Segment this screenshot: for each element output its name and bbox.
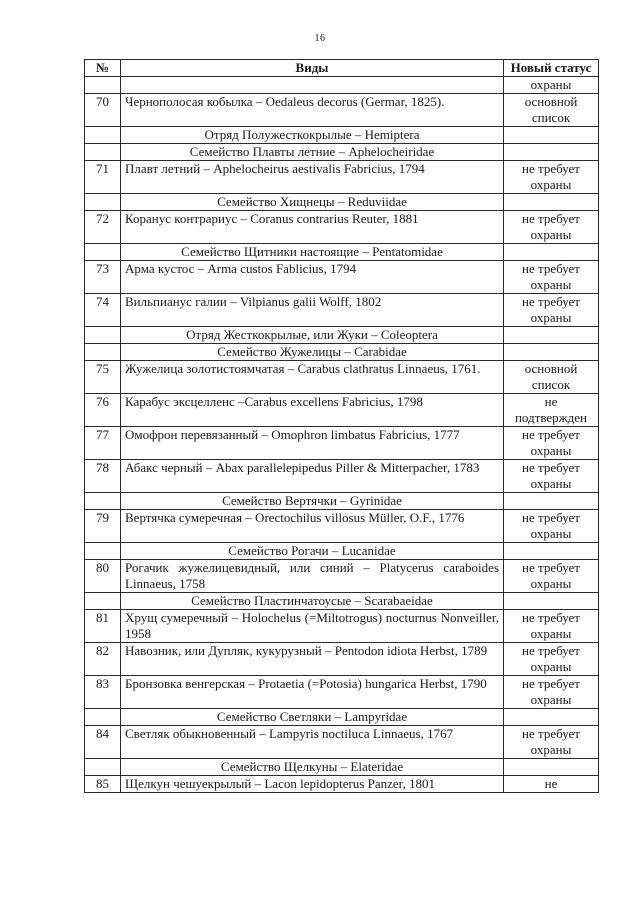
species-name: Жужелица золотистоямчатая – Carabus clathratus Linnaeus, 1761. xyxy=(121,361,504,394)
status-value: не требует охраны xyxy=(504,294,599,327)
row-number: 79 xyxy=(85,510,121,543)
table-group-row xyxy=(85,244,599,261)
group-number-cell xyxy=(85,144,121,161)
species-name: Бронзовка венгерская – Protaetia (=Potosia) hungarica Herbst, 1790 xyxy=(121,676,504,709)
status-value: не требует охраны xyxy=(504,261,599,294)
header-new-status: Новый статус xyxy=(504,60,599,77)
table-row xyxy=(85,610,599,643)
group-number-cell xyxy=(85,244,121,261)
group-status-cell xyxy=(504,194,599,211)
status-value: не требует охраны xyxy=(504,510,599,543)
group-title: Семейство Пластинчатоусые – Scarabaeidae xyxy=(121,593,504,610)
group-status-cell xyxy=(504,127,599,144)
species-name: Хрущ сумеречный – Holochelus (=Miltotrogus) nocturnus Nonveiller, 1958 xyxy=(121,610,504,643)
status-value: основной список xyxy=(504,94,599,127)
group-title: Отряд Жесткокрылые, или Жуки – Coleoptera xyxy=(121,327,504,344)
header-species: Виды xyxy=(121,60,504,77)
table-row xyxy=(85,510,599,543)
species-name: Коранус контрариус – Coranus contrarius Reuter, 1881 xyxy=(121,211,504,244)
status-value: не требует охраны xyxy=(504,643,599,676)
table-group-row xyxy=(85,127,599,144)
group-status-cell xyxy=(504,244,599,261)
table-group-row xyxy=(85,194,599,211)
status-value: не требует охраны xyxy=(504,676,599,709)
species-name: Омофрон перевязанный – Omophron limbatus Fabricius, 1777 xyxy=(121,427,504,460)
row-number: 72 xyxy=(85,211,121,244)
table-group-row xyxy=(85,344,599,361)
status-value: основной список xyxy=(504,361,599,394)
row-number: 80 xyxy=(85,560,121,593)
status-value: не требует охраны xyxy=(504,211,599,244)
table-group-row xyxy=(85,709,599,726)
group-title: Семейство Рогачи – Lucanidae xyxy=(121,543,504,560)
group-number-cell xyxy=(85,709,121,726)
table-row xyxy=(85,361,599,394)
table-group-row xyxy=(85,593,599,610)
table-row xyxy=(85,77,599,94)
group-status-cell xyxy=(504,709,599,726)
row-number: 84 xyxy=(85,726,121,759)
group-status-cell xyxy=(504,327,599,344)
group-number-cell xyxy=(85,344,121,361)
table-row xyxy=(85,676,599,709)
group-number-cell xyxy=(85,543,121,560)
group-title: Семейство Жужелицы – Carabidae xyxy=(121,344,504,361)
page-number: 16 xyxy=(314,33,326,44)
row-number: 77 xyxy=(85,427,121,460)
group-title: Семейство Щитники настоящие – Pentatomidae xyxy=(121,244,504,261)
group-status-cell xyxy=(504,144,599,161)
group-number-cell xyxy=(85,759,121,776)
status-value: не требует охраны xyxy=(504,460,599,493)
table-row xyxy=(85,261,599,294)
row-number: 78 xyxy=(85,460,121,493)
group-number-cell xyxy=(85,194,121,211)
row-number: 75 xyxy=(85,361,121,394)
table-group-row xyxy=(85,543,599,560)
species-name: Чернополосая кобылка – Oedaleus decorus (Germar, 1825). xyxy=(121,94,504,127)
group-number-cell xyxy=(85,327,121,344)
group-status-cell xyxy=(504,759,599,776)
group-title: Семейство Хищнецы – Reduviidae xyxy=(121,194,504,211)
table-row xyxy=(85,161,599,194)
group-status-cell xyxy=(504,543,599,560)
row-number: 76 xyxy=(85,394,121,427)
group-number-cell xyxy=(85,127,121,144)
table-row xyxy=(85,394,599,427)
species-name: Вертячка сумеречная – Orectochilus villosus Müller, O.F., 1776 xyxy=(121,510,504,543)
status-value: не требует охраны xyxy=(504,161,599,194)
status-value: не требует охраны xyxy=(504,726,599,759)
status-value: не требует охраны xyxy=(504,427,599,460)
species-name: Вильпианус галии – Vilpianus galii Wolff, 1802 xyxy=(121,294,504,327)
species-name: Карабус эксцелленс –Carabus excellens Fabricius, 1798 xyxy=(121,394,504,427)
species-name: Арма кустос – Arma custos Fablicius, 1794 xyxy=(121,261,504,294)
row-number: 71 xyxy=(85,161,121,194)
status-value: охраны xyxy=(504,77,599,94)
status-value: не требует охраны xyxy=(504,610,599,643)
group-title: Семейство Светляки – Lampyridae xyxy=(121,709,504,726)
row-number: 70 xyxy=(85,94,121,127)
group-number-cell xyxy=(85,493,121,510)
table-body xyxy=(85,77,599,793)
group-status-cell xyxy=(504,344,599,361)
species-table xyxy=(84,59,599,793)
group-title: Семейство Вертячки – Gyrinidae xyxy=(121,493,504,510)
group-status-cell xyxy=(504,493,599,510)
table-row xyxy=(85,726,599,759)
row-number: 82 xyxy=(85,643,121,676)
row-number: 85 xyxy=(85,776,121,793)
species-name: Плавт летний – Aphelocheirus aestivalis Fabricius, 1794 xyxy=(121,161,504,194)
table-row xyxy=(85,460,599,493)
table-group-row xyxy=(85,327,599,344)
species-name: Абакс черный – Abax parallelepipedus Piller & Mitterpacher, 1783 xyxy=(121,460,504,493)
row-number xyxy=(85,77,121,94)
status-value: не xyxy=(504,776,599,793)
table-row xyxy=(85,560,599,593)
table-group-row xyxy=(85,144,599,161)
table-row xyxy=(85,294,599,327)
table-header-row xyxy=(85,60,599,77)
species-name: Светляк обыкновенный – Lampyris noctiluca Linnaeus, 1767 xyxy=(121,726,504,759)
group-status-cell xyxy=(504,593,599,610)
group-title: Семейство Щелкуны – Elateridae xyxy=(121,759,504,776)
row-number: 81 xyxy=(85,610,121,643)
row-number: 73 xyxy=(85,261,121,294)
species-name: Навозник, или Дупляк, кукурузный – Pentodon idiota Herbst, 1789 xyxy=(121,643,504,676)
table-row xyxy=(85,776,599,793)
table-row xyxy=(85,211,599,244)
header-number: № xyxy=(85,60,121,77)
table-group-row xyxy=(85,493,599,510)
group-title: Отряд Полужесткокрылые – Hemiptera xyxy=(121,127,504,144)
table-row xyxy=(85,94,599,127)
group-title: Семейство Плавты летние – Aphelocheiridae xyxy=(121,144,504,161)
status-value: не требует охраны xyxy=(504,560,599,593)
species-name: Рогачик жужелицевидный, или синий – Platycerus caraboides Linnaeus, 1758 xyxy=(121,560,504,593)
table-row xyxy=(85,643,599,676)
species-name xyxy=(121,77,504,94)
row-number: 74 xyxy=(85,294,121,327)
table-group-row xyxy=(85,759,599,776)
table-row xyxy=(85,427,599,460)
row-number: 83 xyxy=(85,676,121,709)
group-number-cell xyxy=(85,593,121,610)
species-name: Щелкун чешуекрылый – Lacon lepidopterus Panzer, 1801 xyxy=(121,776,504,793)
status-value: не подтвержден xyxy=(504,394,599,427)
